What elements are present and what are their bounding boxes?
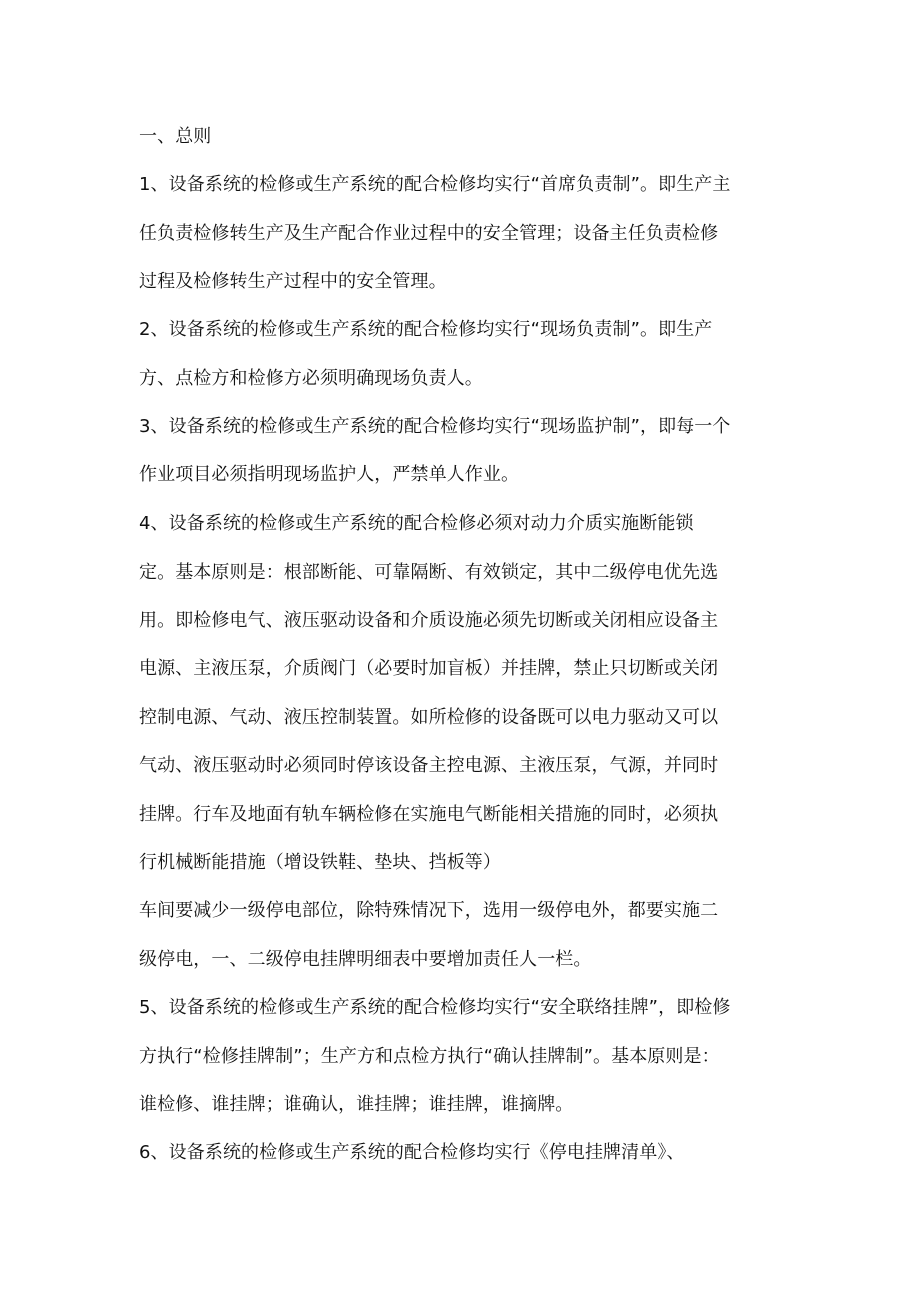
text-line: 电源、主液压泵，介质阀门（必要时加盲板）并挂牌，禁止只切断或关闭: [139, 658, 719, 679]
text-line: 挂牌。行车及地面有轨车辆检修在实施电气断能相关措施的同时，必须执: [139, 804, 719, 825]
text-line: 2、设备系统的检修或生产系统的配合检修均实行“现场负责制”。即生产: [139, 319, 713, 340]
text-line: 方执行“检修挂牌制”；生产方和点检方执行“确认挂牌制”。基本原则是：: [139, 1046, 720, 1067]
text-line: 车间要减少一级停电部位，除特殊情况下，选用一级停电外，都要实施二: [139, 900, 719, 921]
text-line: 任负责检修转生产及生产配合作业过程中的安全管理；设备主任负责检修: [139, 223, 719, 244]
section-heading: 一、总则: [139, 126, 212, 147]
text-line: 控制电源、气动、液压控制装置。如所检修的设备既可以电力驱动又可以: [139, 707, 719, 728]
text-line: 气动、液压驱动时必须同时停该设备主控电源、主液压泵，气源，并同时: [139, 755, 719, 776]
text-line: 谁检修、谁挂牌；谁确认，谁挂牌；谁挂牌，谁摘牌。: [139, 1094, 574, 1115]
text-line: 级停电，一、二级停电挂牌明细表中要增加责任人一栏。: [139, 949, 592, 970]
text-line: 用。即检修电气、液压驱动设备和介质设施必须先切断或关闭相应设备主: [139, 610, 719, 631]
text-line: 4、设备系统的检修或生产系统的配合检修必须对动力介质实施断能锁: [139, 513, 694, 534]
text-line: 行机械断能措施（增设铁鞋、垫块、挡板等）: [139, 852, 501, 873]
text-line: 3、设备系统的检修或生产系统的配合检修均实行“现场监护制”，即每一个: [139, 416, 731, 437]
text-line: 定。基本原则是：根部断能、可靠隔断、有效锁定，其中二级停电优先选: [139, 562, 719, 583]
text-line: 作业项目必须指明现场监护人，严禁单人作业。: [139, 464, 520, 485]
text-line: 5、设备系统的检修或生产系统的配合检修均实行“安全联络挂牌”，即检修: [139, 997, 731, 1018]
text-line: 6、设备系统的检修或生产系统的配合检修均实行《停电挂牌清单》、: [139, 1142, 685, 1163]
text-line: 方、点检方和检修方必须明确现场负责人。: [139, 368, 483, 389]
text-line: 1、设备系统的检修或生产系统的配合检修均实行“首席负责制”。即生产主: [139, 174, 731, 195]
text-line: 过程及检修转生产过程中的安全管理。: [139, 271, 447, 292]
